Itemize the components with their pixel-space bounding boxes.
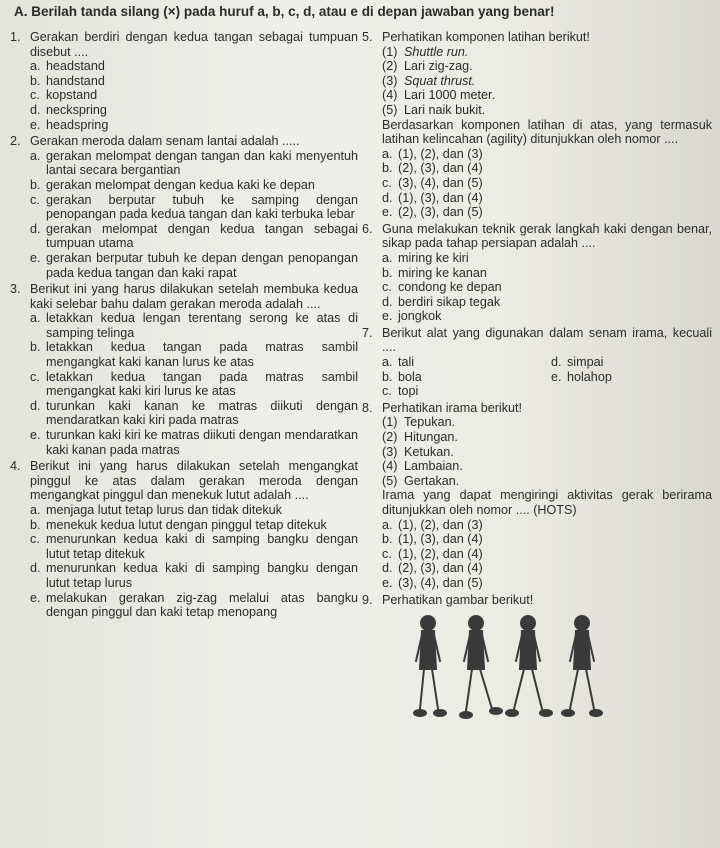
figure-4-foot (590, 710, 602, 716)
option-text: menekuk kedua lutut dengan pinggul tetap ditekuk (46, 517, 327, 532)
option-letter: d. (382, 561, 393, 576)
option-letter: a. (382, 355, 393, 370)
answer-option[interactable] (382, 309, 712, 324)
answer-option[interactable] (30, 251, 358, 280)
option-letter: c. (382, 546, 392, 561)
option-letter: d. (382, 190, 393, 205)
answer-option[interactable] (382, 561, 712, 576)
option-letter: c. (30, 192, 40, 207)
item-number: (4) (382, 459, 398, 474)
answer-option[interactable] (382, 295, 712, 310)
option-text: turunkan kaki kanan ke matras diikuti dengan mendaratkan kaki kiri pada matras (46, 398, 358, 428)
option-text: menurunkan kedua kaki di samping bangku dengan lutut tetap ditekuk (46, 532, 358, 561)
option-letter: d. (382, 294, 393, 309)
option-letter: a. (30, 503, 41, 517)
option-text: (2), (3), dan (4) (398, 161, 483, 176)
option-letter: b. (30, 177, 41, 192)
answer-option[interactable] (382, 191, 712, 206)
option-letter: b. (30, 340, 41, 355)
option-text: menjaga lutut tetap lurus dan tidak ditekuk (46, 503, 282, 517)
question-text: Perhatikan gambar berikut! (382, 592, 534, 607)
answer-option[interactable] (30, 74, 358, 89)
item-number: (3) (382, 444, 398, 459)
numbered-item (382, 415, 712, 430)
option-text: jongkok (398, 309, 442, 324)
numbered-item (382, 445, 712, 460)
option-text: letakkan kedua lengan terentang serong ke atas di samping telinga (46, 311, 358, 340)
answer-option[interactable] (30, 311, 358, 340)
answer-option[interactable] (382, 280, 712, 295)
answer-option[interactable] (382, 518, 712, 533)
figure-2-leg (466, 669, 472, 711)
question-text: Gerakan berdiri dengan kedua tangan sebagai tumpuan disebut .... (30, 30, 358, 59)
question-text: Berikut alat yang digunakan dalam senam irama, kecuali .... (382, 325, 712, 355)
option-letter: c. (30, 532, 40, 547)
option-letter: d. (30, 561, 41, 576)
option-letter: c. (30, 88, 40, 103)
item-text: Squat thrust. (404, 73, 476, 88)
question-number: 2. (10, 134, 21, 149)
option-text: (3), (4), dan (5) (398, 175, 483, 190)
answer-option[interactable] (30, 428, 358, 457)
option-letter: c. (382, 280, 392, 295)
gymnast-illustration (410, 611, 620, 747)
option-text: (2), (3), dan (4) (398, 561, 483, 576)
item-number: (5) (382, 102, 398, 117)
section-heading: A. Berilah tanda silang (×) pada huruf a, b, c, d, atau e di depan jawaban yang benar! (14, 4, 555, 19)
option-letter: c. (30, 369, 40, 384)
item-number: (2) (382, 59, 398, 74)
figure-2-foot (460, 712, 472, 718)
question-text: Perhatikan komponen latihan berikut! (382, 30, 590, 44)
option-letter: e. (382, 205, 393, 220)
option-text: gerakan berputar tubuh ke depan dengan penopangan pada kedua tangan dan kaki rapat (46, 250, 358, 280)
answer-option[interactable] (382, 355, 543, 370)
option-letter: d. (551, 355, 562, 370)
answer-option[interactable] (30, 591, 358, 620)
option-text: simpai (567, 355, 604, 370)
answer-option[interactable] (382, 251, 712, 266)
option-letter: e. (30, 117, 41, 132)
question-5 (362, 30, 712, 220)
figure-3-leg (532, 669, 542, 709)
figure-4-head (575, 616, 589, 630)
question-7 (362, 326, 712, 399)
item-number: (5) (382, 473, 398, 488)
option-letter: e. (382, 309, 393, 324)
option-text: neckspring (46, 102, 107, 117)
option-text: condong ke depan (398, 280, 502, 295)
item-text: Lari 1000 meter. (404, 88, 496, 103)
question-9 (362, 593, 712, 608)
answer-option[interactable] (551, 355, 712, 370)
item-text: Ketukan. (404, 444, 454, 459)
answer-option[interactable] (382, 576, 712, 591)
option-letter: d. (30, 398, 41, 413)
answer-option[interactable] (382, 205, 712, 220)
answer-option[interactable] (30, 518, 358, 533)
option-text: headstand (46, 59, 105, 74)
question-number: 9. (362, 592, 373, 607)
answer-option[interactable] (30, 178, 358, 193)
answer-option[interactable] (30, 561, 358, 590)
right-column (362, 30, 712, 747)
numbered-item (382, 59, 712, 74)
option-letter: b. (30, 517, 41, 532)
answer-option[interactable] (382, 176, 712, 191)
option-letter: e. (382, 575, 393, 590)
option-text: menurunkan kedua kaki di samping bangku dengan lutut tetap lurus (46, 561, 358, 590)
option-text: letakkan kedua tangan pada matras sambil mengangkat kaki kanan lurus ke atas (46, 340, 358, 370)
answer-option[interactable] (30, 149, 358, 178)
question-text-continued: Irama yang dapat mengiringi aktivitas gerak berirama ditunjukkan oleh nomor .... (HOTS) (382, 488, 712, 517)
option-text: headspring (46, 117, 109, 132)
option-text: topi (398, 384, 419, 399)
numbered-item (382, 74, 712, 89)
option-text: (1), (3), dan (4) (398, 190, 483, 205)
option-letter: e. (30, 590, 41, 605)
figure-1-leg (432, 669, 438, 709)
question-2 (10, 134, 358, 280)
answer-option[interactable] (30, 340, 358, 369)
item-text: Lari zig-zag. (404, 59, 473, 74)
numbered-item (382, 45, 712, 60)
figure-4-leg (570, 669, 578, 709)
question-6 (362, 222, 712, 324)
question-number: 8. (362, 400, 373, 415)
option-text: bola (398, 369, 422, 384)
option-text: (1), (2), dan (3) (398, 517, 483, 532)
figure-4-foot (562, 710, 574, 716)
option-letter: a. (382, 250, 393, 265)
question-number: 1. (10, 30, 21, 44)
option-letter: a. (30, 311, 41, 326)
question-1 (10, 30, 358, 132)
option-letter: b. (382, 161, 393, 176)
item-number: (1) (382, 44, 398, 59)
gymnast-figures-svg (410, 611, 620, 747)
answer-option[interactable] (382, 370, 543, 385)
option-letter: a. (382, 146, 393, 161)
option-text: berdiri sikap tegak (398, 294, 501, 309)
option-letter: b. (382, 369, 393, 384)
numbered-item (382, 474, 712, 489)
option-letter: d. (30, 221, 41, 236)
question-number: 5. (362, 30, 373, 44)
option-text: turunkan kaki kiri ke matras diikuti dengan mendaratkan kaki kanan pada matras (46, 428, 358, 457)
answer-option[interactable] (30, 88, 358, 103)
option-text: letakkan kedua tangan pada matras sambil mengangkat kaki kiri lurus ke atas (46, 369, 358, 399)
left-column (10, 30, 358, 622)
item-text: Shuttle run. (404, 44, 469, 59)
answer-option[interactable] (30, 59, 358, 74)
item-number: (1) (382, 415, 398, 430)
question-number: 4. (10, 459, 21, 474)
question-4 (10, 459, 358, 620)
question-text: Berikut ini yang harus dilakukan setelah membuka kedua kaki selebar bahu dalam gerakan meroda adalah .... (30, 282, 358, 311)
option-letter: b. (382, 532, 393, 547)
item-number: (2) (382, 430, 398, 445)
option-text: melakukan gerakan zig-zag melalui atas bangku dengan pinggul dan kaki tetap menopang (46, 590, 358, 620)
figure-3-leg (514, 669, 524, 709)
option-letter: b. (30, 73, 41, 88)
answer-option[interactable] (382, 384, 543, 399)
option-text: gerakan berputar tubuh ke samping dengan penopangan pada kedua tangan dan kaki terbuka lebar (46, 192, 358, 222)
item-text: Lambaian. (404, 459, 463, 474)
figure-2-foot (490, 708, 502, 714)
figure-1-leg (420, 669, 424, 709)
option-letter: c. (382, 175, 392, 190)
option-text: handstand (46, 73, 105, 88)
question-text-continued: Berdasarkan komponen latihan di atas, yang termasuk latihan kelincahan (agility) ditunjukkan oleh nomor .... (382, 117, 712, 147)
numbered-item (382, 459, 712, 474)
answer-option[interactable] (382, 532, 712, 547)
option-text: gerakan melompat dengan kedua kaki ke depan (46, 177, 315, 192)
figure-3-foot (540, 710, 552, 716)
answer-option[interactable] (382, 266, 712, 281)
option-letter: a. (30, 148, 41, 163)
answer-option[interactable] (30, 222, 358, 251)
figure-1-head (421, 616, 435, 630)
option-text: holahop (567, 369, 612, 384)
option-letter: e. (551, 369, 562, 384)
option-text: tali (398, 355, 415, 370)
question-number: 3. (10, 282, 21, 297)
option-text: miring ke kanan (398, 265, 487, 280)
option-letter: c. (382, 384, 392, 399)
question-text: Gerakan meroda dalam senam lantai adalah ..... (30, 134, 300, 149)
answer-option[interactable] (30, 399, 358, 428)
option-letter: a. (382, 517, 393, 532)
option-text: kopstand (46, 88, 98, 103)
question-text: Berikut ini yang harus dilakukan setelah mengangkat pinggul ke atas dalam gerakan meroda dengan mengangkat pinggul dan menekuk lutut adalah .... (30, 459, 358, 503)
question-8 (362, 401, 712, 591)
item-number: (3) (382, 73, 398, 88)
figure-1-foot (434, 710, 446, 716)
answer-option[interactable] (30, 118, 358, 133)
numbered-item (382, 103, 712, 118)
question-number: 6. (362, 221, 373, 236)
answer-option[interactable] (30, 532, 358, 561)
numbered-item (382, 430, 712, 445)
option-text: (1), (2), dan (4) (398, 546, 483, 561)
answer-option[interactable] (382, 547, 712, 562)
option-text: (2), (3), dan (5) (398, 205, 483, 220)
option-letter: e. (30, 250, 41, 265)
answer-option[interactable] (30, 193, 358, 222)
figure-4-leg (586, 669, 594, 709)
item-text: Lari naik bukit. (404, 102, 486, 117)
answer-option[interactable] (30, 503, 358, 518)
option-text: (1), (3), dan (4) (398, 532, 483, 547)
option-text: (1), (2), dan (3) (398, 146, 483, 161)
figure-3-head (521, 616, 535, 630)
answer-option[interactable] (382, 147, 712, 162)
figure-2-head (469, 616, 483, 630)
answer-option[interactable] (30, 370, 358, 399)
option-text: gerakan melompat dengan tangan dan kaki menyentuh lantai secara bergantian (46, 148, 358, 178)
answer-option[interactable] (551, 370, 712, 385)
figure-1-foot (414, 710, 426, 716)
question-text: Perhatikan irama berikut! (382, 400, 522, 415)
option-letter: e. (30, 428, 41, 443)
option-letter: d. (30, 102, 41, 117)
item-text: Tepukan. (404, 415, 456, 430)
figure-3-foot (506, 710, 518, 716)
item-text: Gertakan. (404, 473, 460, 488)
question-3 (10, 282, 358, 457)
item-number: (4) (382, 88, 398, 103)
option-letter: a. (30, 59, 41, 74)
figure-2-leg (480, 669, 492, 709)
item-text: Hitungan. (404, 430, 458, 445)
numbered-item (382, 88, 712, 103)
answer-option[interactable] (30, 103, 358, 118)
option-text: (3), (4), dan (5) (398, 575, 483, 590)
option-letter: b. (382, 265, 393, 280)
question-number: 7. (362, 325, 373, 340)
option-text: gerakan melompat dengan kedua tangan sebagai tumpuan utama (46, 221, 358, 251)
answer-option[interactable] (382, 161, 712, 176)
option-text: miring ke kiri (398, 250, 469, 265)
question-text: Guna melakukan teknik gerak langkah kaki dengan benar, sikap pada tahap persiapan adalah .... (382, 221, 712, 251)
